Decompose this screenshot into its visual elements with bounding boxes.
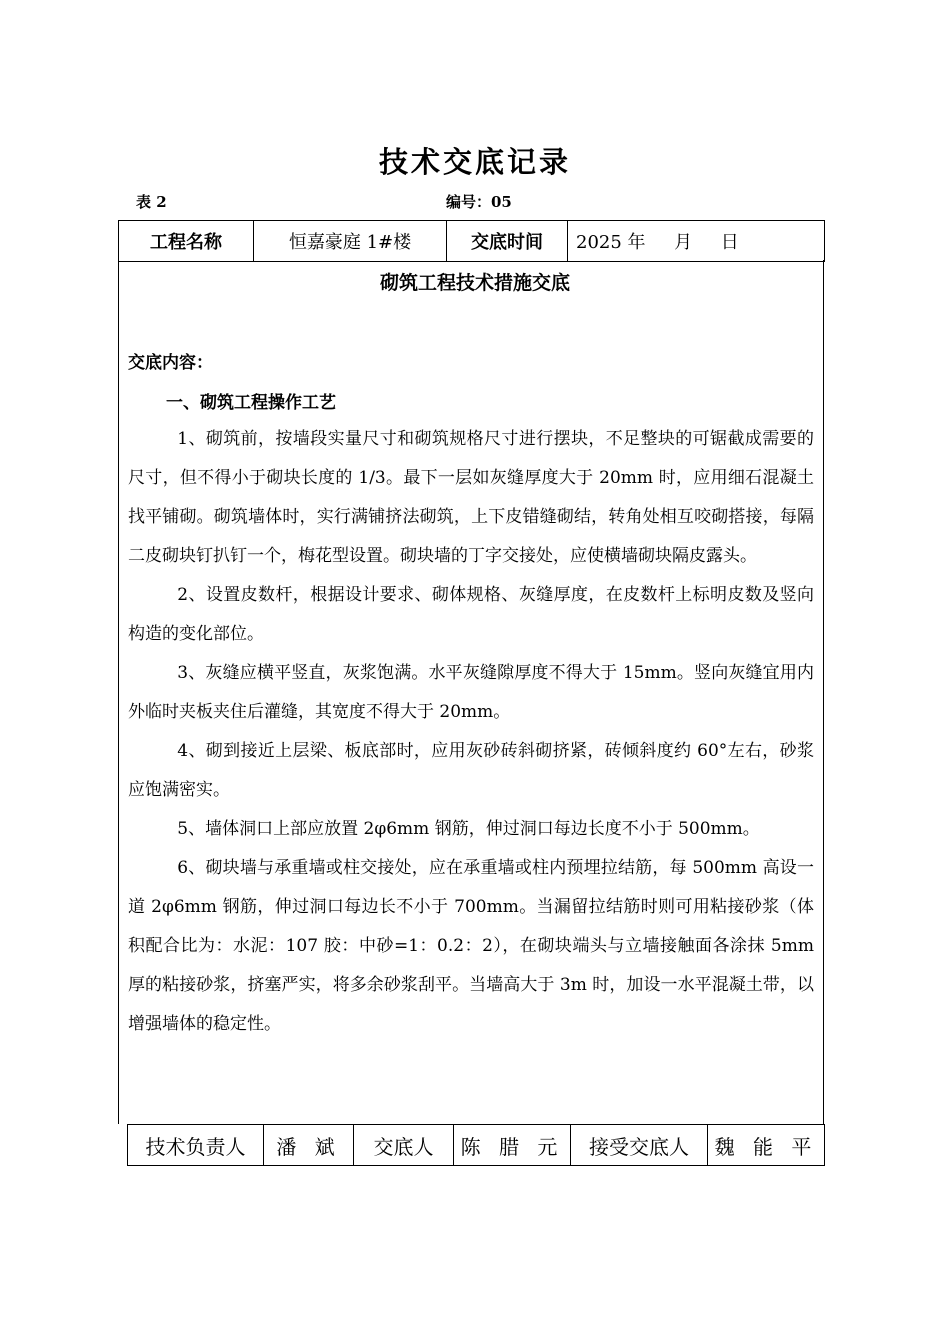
paragraph-2: 2、设置皮数杆，根据设计要求、砌体规格、灰缝厚度，在皮数杆上标明皮数及竖向构造的变化部位。 (128, 585, 814, 644)
tech-lead-name: 潘 斌 (264, 1125, 354, 1166)
paragraph-6: 6、砌块墙与承重墙或柱交接处，应在承重墙或柱内预埋拉结筋，每 500mm 高设一道 2φ6mm 钢筋，伸过洞口每边长不小于 700mm。当漏留拉结筋时则可用粘接砂浆（体积配合比为：水泥：107 胶：中砂=1：0.2：2），在砌块端头与立墙接触面各涂抹 5mm 厚的粘接砂浆，挤塞严实，将多余砂浆刮平。当墙高大于 3m 时，加设一水平混凝土带，以增强墙体的稳定性。 (128, 858, 814, 1034)
content-label: 交底内容： (128, 353, 213, 373)
paragraph-4: 4、砌到接近上层梁、板底部时，应用灰砂砖斜砌挤紧，砖倾斜度约 60°左右，砂浆应饱满密实。 (128, 741, 814, 800)
serial-number: 编号：05 (446, 193, 512, 211)
header-table (118, 220, 825, 262)
signature-row (128, 1125, 825, 1166)
content-body (128, 420, 814, 1044)
receiver-name: 魏 能 平 (708, 1125, 825, 1166)
sub-heading: 一、砌筑工程操作工艺 (166, 393, 336, 413)
header-row (119, 221, 825, 262)
project-name-value: 恒嘉豪庭 1#楼 (254, 221, 447, 262)
signature-table (127, 1124, 825, 1166)
date-label: 交底时间 (447, 221, 568, 262)
date-value: 2025 年 月 日 (568, 221, 825, 262)
receiver-label: 接受交底人 (571, 1125, 708, 1166)
project-name-label: 工程名称 (119, 221, 254, 262)
section-title: 砌筑工程技术措施交底 (379, 272, 570, 294)
form-number: 表 2 (136, 193, 167, 211)
paragraph-1: 1、砌筑前，按墙段实量尺寸和砌筑规格尺寸进行摆块，不足整块的可锯截成需要的尺寸，但不得小于砌块长度的 1/3。最下一层如灰缝厚度大于 20mm 时，应用细石混凝土找平铺砌。砌筑墙体时，实行满铺挤法砌筑，上下皮错缝砌结，转角处相互咬砌搭接，每隔二皮砌块钉扒钉一个，梅花型设置。砌块墙的丁字交接处，应使横墙砌块隔皮露头。 (128, 429, 814, 566)
paragraph-3: 3、灰缝应横平竖直，灰浆饱满。水平灰缝隙厚度不得大于 15mm。竖向灰缝宜用内外临时夹板夹住后灌缝，其宽度不得大于 20mm。 (128, 663, 814, 722)
presenter-label: 交底人 (354, 1125, 454, 1166)
tech-lead-label: 技术负责人 (128, 1125, 264, 1166)
document-title: 技术交底记录 (378, 145, 571, 179)
paragraph-5: 5、墙体洞口上部应放置 2φ6mm 钢筋，伸过洞口每边长度不小于 500mm。 (177, 819, 760, 839)
presenter-name: 陈 腊 元 (454, 1125, 571, 1166)
